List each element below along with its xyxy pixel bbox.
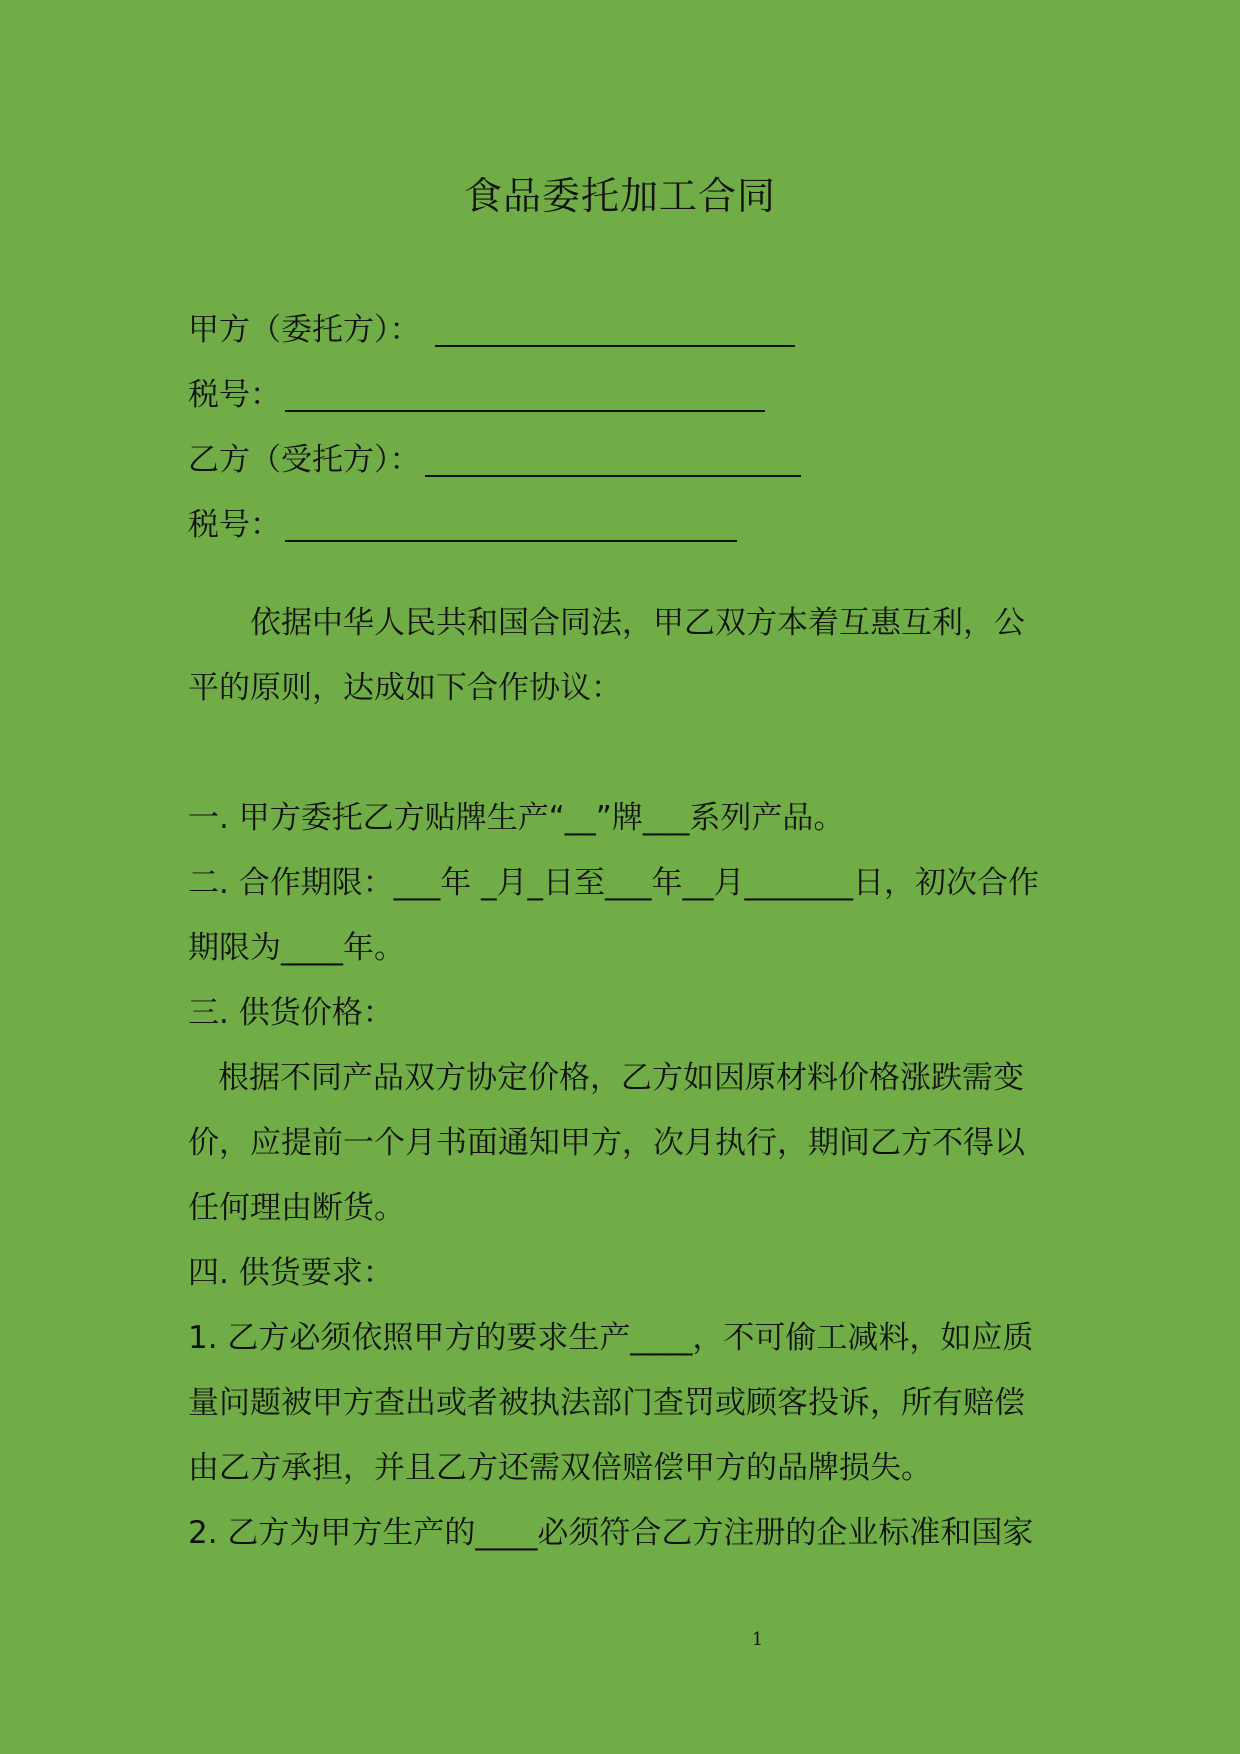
clause-line: 价，应提前一个月书面通知甲方，次月执行，期间乙方不得以 bbox=[188, 1125, 1025, 1161]
clause-line: 期限为____年。 bbox=[188, 930, 405, 966]
clause-line: 任何理由断货。 bbox=[188, 1190, 405, 1226]
party-b-field bbox=[188, 428, 1052, 493]
intro-line: 依据中华人民共和国合同法，甲乙双方本着互惠互利，公 bbox=[250, 605, 1025, 641]
party-a-tax-blank bbox=[285, 380, 765, 412]
party-a-tax-label: 税号： bbox=[188, 377, 281, 413]
party-b-tax-blank bbox=[285, 510, 737, 542]
party-b-tax-field bbox=[188, 493, 1052, 558]
spacer bbox=[188, 558, 1052, 591]
clause-line: 根据不同产品双方协定价格，乙方如因原材料价格涨跌需变 bbox=[218, 1060, 1024, 1096]
party-b-tax-label: 税号： bbox=[188, 507, 281, 543]
party-b-label: 乙方（受托方）： bbox=[188, 442, 421, 478]
clause-line: 量问题被甲方查出或者被执法部门查罚或顾客投诉，所有赔偿 bbox=[188, 1385, 1025, 1421]
party-a-blank bbox=[435, 315, 795, 347]
party-b-blank bbox=[425, 445, 801, 477]
party-a-label: 甲方（委托方）： bbox=[188, 312, 421, 348]
clause-line: 由乙方承担，并且乙方还需双倍赔偿甲方的品牌损失。 bbox=[188, 1450, 932, 1486]
intro-line: 平的原则，达成如下合作协议： bbox=[188, 670, 622, 706]
spacer bbox=[188, 721, 1052, 786]
party-a-tax-field bbox=[188, 363, 1052, 428]
clause-heading: 三. 供货价格： bbox=[188, 995, 394, 1031]
document-body bbox=[188, 298, 1052, 1566]
clause-line: 1. 乙方必须依照甲方的要求生产____，不可偷工减料，如应质 bbox=[188, 1320, 1034, 1356]
clause-heading: 四. 供货要求： bbox=[188, 1255, 394, 1291]
page-title: 食品委托加工合同 bbox=[463, 174, 776, 218]
clause-line: 一. 甲方委托乙方贴牌生产“__”牌___系列产品。 bbox=[188, 800, 845, 836]
page-number: 1 bbox=[751, 1629, 764, 1650]
party-a-field bbox=[188, 298, 1052, 363]
clause-line: 2. 乙方为甲方生产的____必须符合乙方注册的企业标准和国家 bbox=[188, 1515, 1034, 1551]
clause-line: 二. 合作期限：___年 _月_日至___年__月_______日，初次合作 bbox=[188, 865, 1040, 901]
